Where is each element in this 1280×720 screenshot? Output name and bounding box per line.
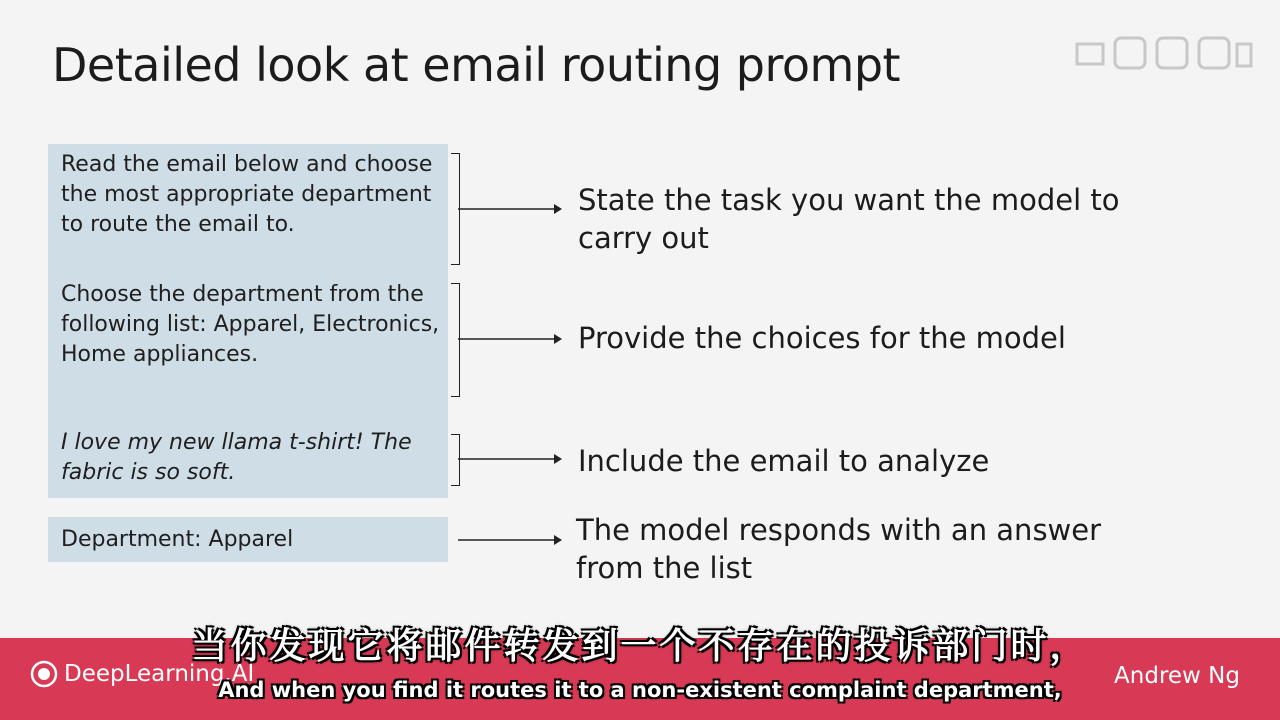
arrow-icon [458,203,562,215]
prompt-email-text: I love my new llama t-shirt! The fabric is so soft. [61,430,412,485]
annotation-answer: The model responds with an answer from the list [576,513,1102,585]
logo-text: DeepLearning.AI [64,661,255,687]
arrow-icon [458,534,562,546]
prompt-choices-text: Choose the department from the following list: Apparel, Electronics, Home appliances. [61,282,440,367]
subtitle-english: And when you find it routes it to a non-existent complaint department, [218,678,1062,702]
prompt-answer-text: Department: Apparel [61,527,294,552]
slide-title: Detailed look at email routing prompt [52,38,901,92]
annotation-choices: Provide the choices for the model [578,321,1066,355]
author-name: Andrew Ng [1114,663,1240,689]
subtitle-chinese: 当你发现它将邮件转发到一个不存在的投诉部门时， [191,626,1089,667]
annotation-email: Include the email to analyze [578,444,990,478]
prompt-task-text: Read the email below and choose the most appropriate department to route the email to. [61,152,433,237]
watermark-logo-icon [1075,30,1255,78]
arrow-icon [458,333,562,345]
arrow-icon [458,453,562,465]
annotation-task: State the task you want the model to carry out [578,183,1120,255]
